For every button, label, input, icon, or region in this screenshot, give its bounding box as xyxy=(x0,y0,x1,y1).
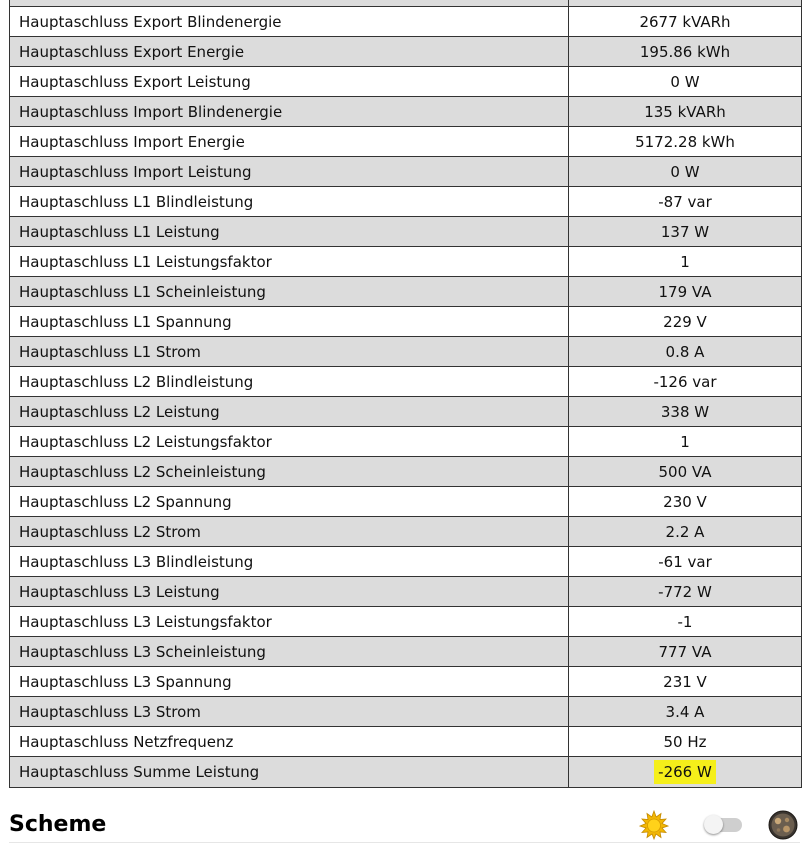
theme-toggle[interactable] xyxy=(706,818,742,832)
table-row xyxy=(10,127,801,157)
row-value: 2677 kVARh xyxy=(639,12,731,31)
row-value: -772 W xyxy=(658,582,712,601)
row-value-cell xyxy=(569,607,801,636)
row-value-cell xyxy=(569,337,801,366)
row-value-cell xyxy=(569,247,801,276)
row-value: -126 var xyxy=(653,372,717,391)
row-value: 0.8 A xyxy=(665,342,705,361)
row-value: 5172.28 kWh xyxy=(635,132,735,151)
table-row xyxy=(10,427,801,457)
row-label: Hauptaschluss L2 Leistungsfaktor xyxy=(10,427,569,456)
table-row xyxy=(10,97,801,127)
row-value-cell xyxy=(569,0,801,6)
row-label: Hauptaschluss L3 Strom xyxy=(10,697,569,726)
row-value: -1 xyxy=(677,612,693,631)
table-row xyxy=(10,337,801,367)
row-value-cell xyxy=(569,487,801,516)
row-value: 231 V xyxy=(663,672,707,691)
table-row xyxy=(10,7,801,37)
table-row xyxy=(10,247,801,277)
row-value: 137 W xyxy=(660,222,710,241)
row-label: Hauptaschluss L3 Leistungsfaktor xyxy=(10,607,569,636)
row-label: Hauptaschluss L1 Leistungsfaktor xyxy=(10,247,569,276)
highlighted-value: -266 W xyxy=(654,760,716,784)
row-label: Hauptaschluss L1 Strom xyxy=(10,337,569,366)
row-label: Hauptaschluss Import Blindenergie xyxy=(10,97,569,126)
row-value: 3.4 A xyxy=(665,702,705,721)
row-value-cell xyxy=(569,67,801,96)
row-value: 230 V xyxy=(663,492,707,511)
divider xyxy=(9,842,800,843)
table-row xyxy=(10,637,801,667)
table-row xyxy=(10,367,801,397)
row-value: -61 var xyxy=(658,552,712,571)
table-row xyxy=(10,217,801,247)
table-row xyxy=(10,157,801,187)
row-label: Hauptaschluss Export Energie xyxy=(10,37,569,66)
row-label: Hauptaschluss L1 Leistung xyxy=(10,217,569,246)
toggle-knob[interactable] xyxy=(704,815,723,834)
row-value-cell xyxy=(569,7,801,36)
row-label: Hauptaschluss L2 Spannung xyxy=(10,487,569,516)
row-label: Hauptaschluss L3 Blindleistung xyxy=(10,547,569,576)
table-row xyxy=(10,307,801,337)
data-table xyxy=(9,0,802,788)
row-value-cell xyxy=(569,457,801,486)
row-value-cell xyxy=(569,637,801,666)
row-value: 338 W xyxy=(660,402,710,421)
row-value: 500 VA xyxy=(658,462,712,481)
table-row xyxy=(10,457,801,487)
row-value: 1 xyxy=(680,432,690,451)
row-label: Hauptaschluss Summe Leistung xyxy=(10,757,569,787)
row-label: Hauptaschluss Import Leistung xyxy=(10,157,569,186)
row-value-cell xyxy=(569,187,801,216)
row-label: Hauptaschluss Export Blindenergie xyxy=(10,7,569,36)
row-value-cell xyxy=(569,427,801,456)
row-value: 777 VA xyxy=(658,642,712,661)
table-row xyxy=(10,487,801,517)
table-row xyxy=(10,517,801,547)
row-value: 50 Hz xyxy=(663,732,707,751)
row-value-cell xyxy=(569,397,801,426)
table-row xyxy=(10,667,801,697)
row-value: 195.86 kWh xyxy=(639,42,731,61)
sun-icon[interactable] xyxy=(639,810,669,840)
row-value-cell xyxy=(569,727,801,756)
row-label: Hauptaschluss Netzfrequenz xyxy=(10,727,569,756)
row-value-cell xyxy=(569,697,801,726)
table-row xyxy=(10,757,801,787)
row-value: 2.2 A xyxy=(665,522,705,541)
row-value-cell xyxy=(569,757,801,787)
row-value-cell xyxy=(569,277,801,306)
row-value: 0 W xyxy=(670,72,700,91)
row-label: Hauptaschluss L1 Spannung xyxy=(10,307,569,336)
row-label: Hauptaschluss L2 Strom xyxy=(10,517,569,546)
scheme-title: Scheme xyxy=(9,812,107,837)
row-label: Hauptaschluss L1 Scheinleistung xyxy=(10,277,569,306)
row-value: 229 V xyxy=(663,312,707,331)
row-value-cell xyxy=(569,367,801,396)
row-label: Hauptaschluss L1 Blindleistung xyxy=(10,187,569,216)
table-row xyxy=(10,67,801,97)
row-value: 0 W xyxy=(670,162,700,181)
row-value-cell xyxy=(569,517,801,546)
row-value-cell xyxy=(569,217,801,246)
row-value-cell xyxy=(569,37,801,66)
table-row xyxy=(10,187,801,217)
row-value: 179 VA xyxy=(658,282,712,301)
row-label xyxy=(10,0,569,6)
row-label: Hauptaschluss L2 Leistung xyxy=(10,397,569,426)
row-label: Hauptaschluss L3 Scheinleistung xyxy=(10,637,569,666)
table-row xyxy=(10,577,801,607)
table-row xyxy=(10,547,801,577)
row-value-cell xyxy=(569,577,801,606)
row-label: Hauptaschluss L2 Blindleistung xyxy=(10,367,569,396)
row-value: 135 kVARh xyxy=(644,102,726,121)
row-label: Hauptaschluss Export Leistung xyxy=(10,67,569,96)
row-label: Hauptaschluss L3 Leistung xyxy=(10,577,569,606)
table-row xyxy=(10,0,801,7)
row-label: Hauptaschluss Import Energie xyxy=(10,127,569,156)
row-value: 1 xyxy=(680,252,690,271)
table-row xyxy=(10,397,801,427)
row-value-cell xyxy=(569,97,801,126)
row-label: Hauptaschluss L3 Spannung xyxy=(10,667,569,696)
row-value: -87 var xyxy=(658,192,712,211)
row-value-cell xyxy=(569,127,801,156)
row-value-cell xyxy=(569,307,801,336)
scheme-section xyxy=(9,806,800,844)
table-row xyxy=(10,277,801,307)
row-value-cell xyxy=(569,667,801,696)
table-row xyxy=(10,607,801,637)
table-row xyxy=(10,37,801,67)
row-value-cell xyxy=(569,157,801,186)
row-value-cell xyxy=(569,547,801,576)
row-label: Hauptaschluss L2 Scheinleistung xyxy=(10,457,569,486)
moon-icon[interactable] xyxy=(767,809,799,841)
table-row xyxy=(10,697,801,727)
table-row xyxy=(10,727,801,757)
